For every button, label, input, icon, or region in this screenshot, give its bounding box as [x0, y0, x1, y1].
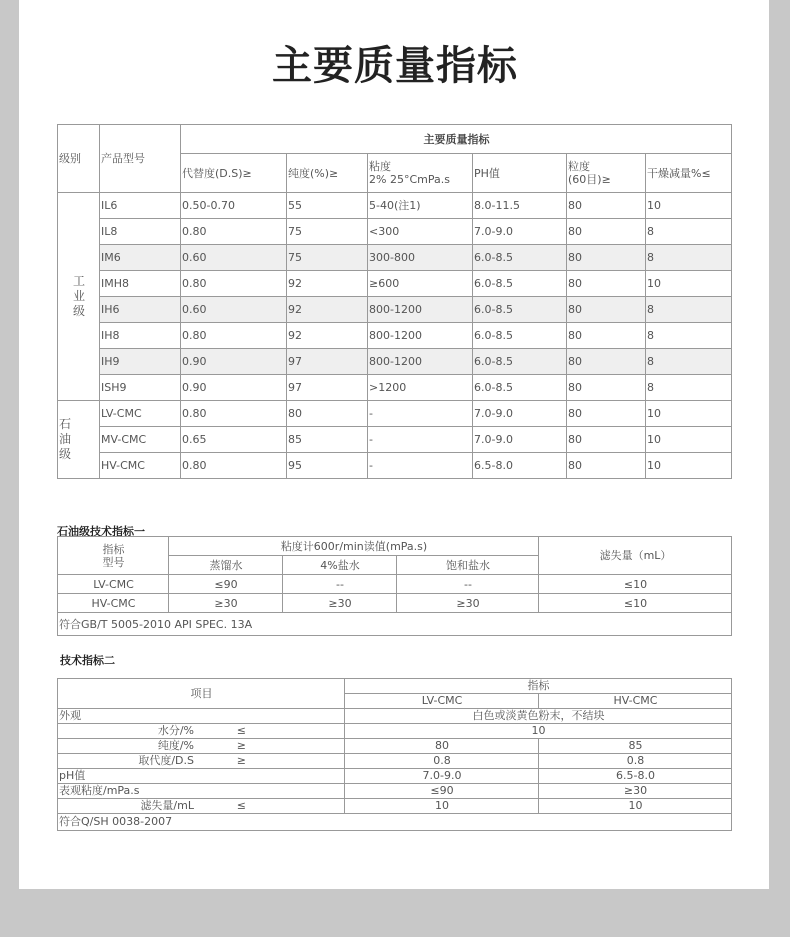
cell-loss: ≤10 — [539, 575, 732, 594]
cell-ds: 0.80 — [181, 219, 287, 245]
header-lv-cmc: LV-CMC — [345, 694, 539, 709]
cell-loss: 10 — [646, 453, 732, 479]
item-label: 取代度/D.S — [138, 754, 194, 767]
cell-purity: 95 — [287, 453, 368, 479]
table-row — [58, 754, 732, 769]
table-row — [58, 349, 732, 375]
cell-purity: 97 — [287, 375, 368, 401]
header-grade: 级别 — [58, 125, 100, 193]
table-row — [58, 799, 732, 814]
table-row — [58, 784, 732, 799]
item-comparator: ≥ — [236, 739, 246, 752]
cell-saturated: -- — [397, 575, 539, 594]
cell-size: 80 — [567, 297, 646, 323]
cell-ph: 6.0-8.5 — [473, 271, 567, 297]
standard-note: 符合Q/SH 0038-2007 — [58, 814, 732, 831]
cell-purity: 92 — [287, 297, 368, 323]
item-label: 滤失量/mL — [140, 799, 194, 812]
cell-size: 80 — [567, 375, 646, 401]
cell-ph: 6.0-8.5 — [473, 323, 567, 349]
header-particle-size — [567, 154, 646, 193]
cell-model: IL8 — [100, 219, 181, 245]
cell-viscosity: 300-800 — [368, 245, 473, 271]
cell-loss: 10 — [646, 271, 732, 297]
table-row — [58, 245, 732, 271]
cell-purity: 97 — [287, 349, 368, 375]
cell-model: MV-CMC — [100, 427, 181, 453]
cell-lv: 80 — [345, 739, 539, 754]
cell-ph: 8.0-11.5 — [473, 193, 567, 219]
cell-viscosity: <300 — [368, 219, 473, 245]
cell-purity: 55 — [287, 193, 368, 219]
cell-item — [58, 799, 345, 814]
tech-spec-table-2 — [57, 678, 732, 831]
header-indicator: 指标 — [345, 679, 732, 694]
grade-label: 石油级 — [59, 417, 72, 461]
table-row — [58, 769, 732, 784]
table-row — [58, 297, 732, 323]
section-title-tech-spec-2: 技术指标二 — [60, 654, 115, 667]
table-row — [58, 453, 732, 479]
corner-header-bottom: 型号 — [102, 555, 125, 569]
cell-ds: 0.90 — [181, 375, 287, 401]
cell-item: 表观粘度/mPa.s — [58, 784, 345, 799]
header-distilled-water: 蒸馏水 — [169, 556, 283, 575]
corner-header — [58, 537, 169, 575]
cell-hv: ≥30 — [539, 784, 732, 799]
item-comparator: ≥ — [236, 754, 246, 767]
section-title-petroleum-spec-1: 石油级技术指标一 — [57, 525, 145, 538]
cell-viscosity: 5-40(注1) — [368, 193, 473, 219]
cell-model: HV-CMC — [58, 594, 169, 613]
header-item: 项目 — [58, 679, 345, 709]
grade-group-label — [58, 193, 100, 401]
header-line: 粘度 — [369, 160, 391, 173]
cell-size: 80 — [567, 401, 646, 427]
table-row — [58, 724, 732, 739]
cell-ph: 6.0-8.5 — [473, 297, 567, 323]
header-viscometer: 粘度计600r/min读值(mPa.s) — [169, 537, 539, 556]
cell-value-merged: 10 — [345, 724, 732, 739]
item-comparator: ≤ — [236, 724, 246, 737]
table-row — [58, 739, 732, 754]
cell-value-merged: 白色或淡黄色粉末，不结块 — [345, 709, 732, 724]
table-row — [58, 193, 732, 219]
cell-size: 80 — [567, 427, 646, 453]
header-viscosity — [368, 154, 473, 193]
cell-purity: 80 — [287, 401, 368, 427]
cell-lv: 7.0-9.0 — [345, 769, 539, 784]
cell-viscosity: >1200 — [368, 375, 473, 401]
header-fluid-loss: 滤失量（mL） — [539, 537, 732, 575]
cell-model: IH9 — [100, 349, 181, 375]
main-quality-table — [57, 124, 732, 479]
table-row — [58, 575, 732, 594]
header-main-indicators: 主要质量指标 — [181, 125, 732, 154]
cell-lv: ≤90 — [345, 784, 539, 799]
header-line: 2% 25°CmPa.s — [369, 173, 450, 186]
table-row — [58, 709, 732, 724]
cell-item: pH值 — [58, 769, 345, 784]
cell-viscosity: 800-1200 — [368, 323, 473, 349]
cell-ph: 7.0-9.0 — [473, 427, 567, 453]
cell-saturated: ≥30 — [397, 594, 539, 613]
cell-size: 80 — [567, 271, 646, 297]
cell-ds: 0.80 — [181, 323, 287, 349]
cell-ds: 0.60 — [181, 245, 287, 271]
header-line: PH值 — [474, 166, 500, 180]
cell-model: ISH9 — [100, 375, 181, 401]
table-row — [58, 594, 732, 613]
cell-loss: ≤10 — [539, 594, 732, 613]
cell-item — [58, 724, 345, 739]
cell-size: 80 — [567, 323, 646, 349]
cell-loss: 8 — [646, 297, 732, 323]
petroleum-spec-table-1 — [57, 536, 732, 636]
cell-loss: 8 — [646, 245, 732, 271]
cell-viscosity: ≥600 — [368, 271, 473, 297]
cell-distilled: ≤90 — [169, 575, 283, 594]
cell-salt4: -- — [283, 575, 397, 594]
header-line: 代替度(D.S)≥ — [182, 166, 252, 180]
table-row — [58, 271, 732, 297]
standard-note: 符合GB/T 5005-2010 API SPEC. 13A — [58, 613, 732, 636]
cell-viscosity: - — [368, 453, 473, 479]
table-row — [58, 375, 732, 401]
item-label: 水分/% — [157, 724, 194, 737]
item-comparator: ≤ — [236, 799, 246, 812]
cell-purity: 75 — [287, 219, 368, 245]
corner-header-top: 指标 — [102, 542, 125, 556]
cell-ds: 0.60 — [181, 297, 287, 323]
cell-item — [58, 754, 345, 769]
cell-ds: 0.65 — [181, 427, 287, 453]
header-saturated-salt-water: 饱和盐水 — [397, 556, 539, 575]
header-line: 干燥减量%≤ — [647, 166, 711, 180]
cell-purity: 85 — [287, 427, 368, 453]
cell-loss: 10 — [646, 401, 732, 427]
cell-purity: 92 — [287, 323, 368, 349]
cell-ds: 0.50-0.70 — [181, 193, 287, 219]
table-row — [58, 427, 732, 453]
grade-group-label — [58, 401, 100, 479]
header-ph — [473, 154, 567, 193]
header-line: (60目)≥ — [568, 173, 611, 186]
header-hv-cmc: HV-CMC — [539, 694, 732, 709]
note-row — [58, 814, 732, 831]
cell-distilled: ≥30 — [169, 594, 283, 613]
cell-ds: 0.80 — [181, 271, 287, 297]
cell-ds: 0.90 — [181, 349, 287, 375]
table-row — [58, 323, 732, 349]
header-model: 产品型号 — [100, 125, 181, 193]
header-line: 纯度(%)≥ — [288, 166, 339, 180]
page-title: 主要质量指标 — [272, 43, 518, 89]
cell-hv: 6.5-8.0 — [539, 769, 732, 784]
table-row — [58, 401, 732, 427]
cell-ph: 7.0-9.0 — [473, 219, 567, 245]
grade-label: 工业级 — [73, 274, 86, 318]
cell-ds: 0.80 — [181, 453, 287, 479]
header-line: 粒度 — [568, 160, 590, 173]
cell-model: IH8 — [100, 323, 181, 349]
cell-model: LV-CMC — [58, 575, 169, 594]
cell-item: 外观 — [58, 709, 345, 724]
cell-ph: 6.0-8.5 — [473, 245, 567, 271]
cell-hv: 0.8 — [539, 754, 732, 769]
cell-model: HV-CMC — [100, 453, 181, 479]
cell-model: IM6 — [100, 245, 181, 271]
cell-purity: 75 — [287, 245, 368, 271]
note-row — [58, 613, 732, 636]
cell-model: IH6 — [100, 297, 181, 323]
header-salt-water-4: 4%盐水 — [283, 556, 397, 575]
header-ds — [181, 154, 287, 193]
cell-lv: 10 — [345, 799, 539, 814]
cell-item — [58, 739, 345, 754]
cell-salt4: ≥30 — [283, 594, 397, 613]
cell-ph: 6.0-8.5 — [473, 349, 567, 375]
cell-size: 80 — [567, 193, 646, 219]
cell-loss: 8 — [646, 219, 732, 245]
cell-viscosity: 800-1200 — [368, 297, 473, 323]
cell-ds: 0.80 — [181, 401, 287, 427]
cell-loss: 10 — [646, 193, 732, 219]
cell-viscosity: 800-1200 — [368, 349, 473, 375]
item-label: 纯度/% — [157, 739, 194, 752]
cell-loss: 8 — [646, 349, 732, 375]
cell-size: 80 — [567, 453, 646, 479]
cell-size: 80 — [567, 219, 646, 245]
header-drying-loss — [646, 154, 732, 193]
cell-model: IMH8 — [100, 271, 181, 297]
cell-purity: 92 — [287, 271, 368, 297]
cell-loss: 8 — [646, 375, 732, 401]
cell-size: 80 — [567, 245, 646, 271]
cell-model: LV-CMC — [100, 401, 181, 427]
cell-size: 80 — [567, 349, 646, 375]
cell-loss: 10 — [646, 427, 732, 453]
table-row — [58, 219, 732, 245]
cell-loss: 8 — [646, 323, 732, 349]
cell-hv: 85 — [539, 739, 732, 754]
cell-hv: 10 — [539, 799, 732, 814]
cell-viscosity: - — [368, 401, 473, 427]
cell-model: IL6 — [100, 193, 181, 219]
cell-lv: 0.8 — [345, 754, 539, 769]
cell-ph: 7.0-9.0 — [473, 401, 567, 427]
header-purity — [287, 154, 368, 193]
cell-ph: 6.5-8.0 — [473, 453, 567, 479]
cell-ph: 6.0-8.5 — [473, 375, 567, 401]
cell-viscosity: - — [368, 427, 473, 453]
